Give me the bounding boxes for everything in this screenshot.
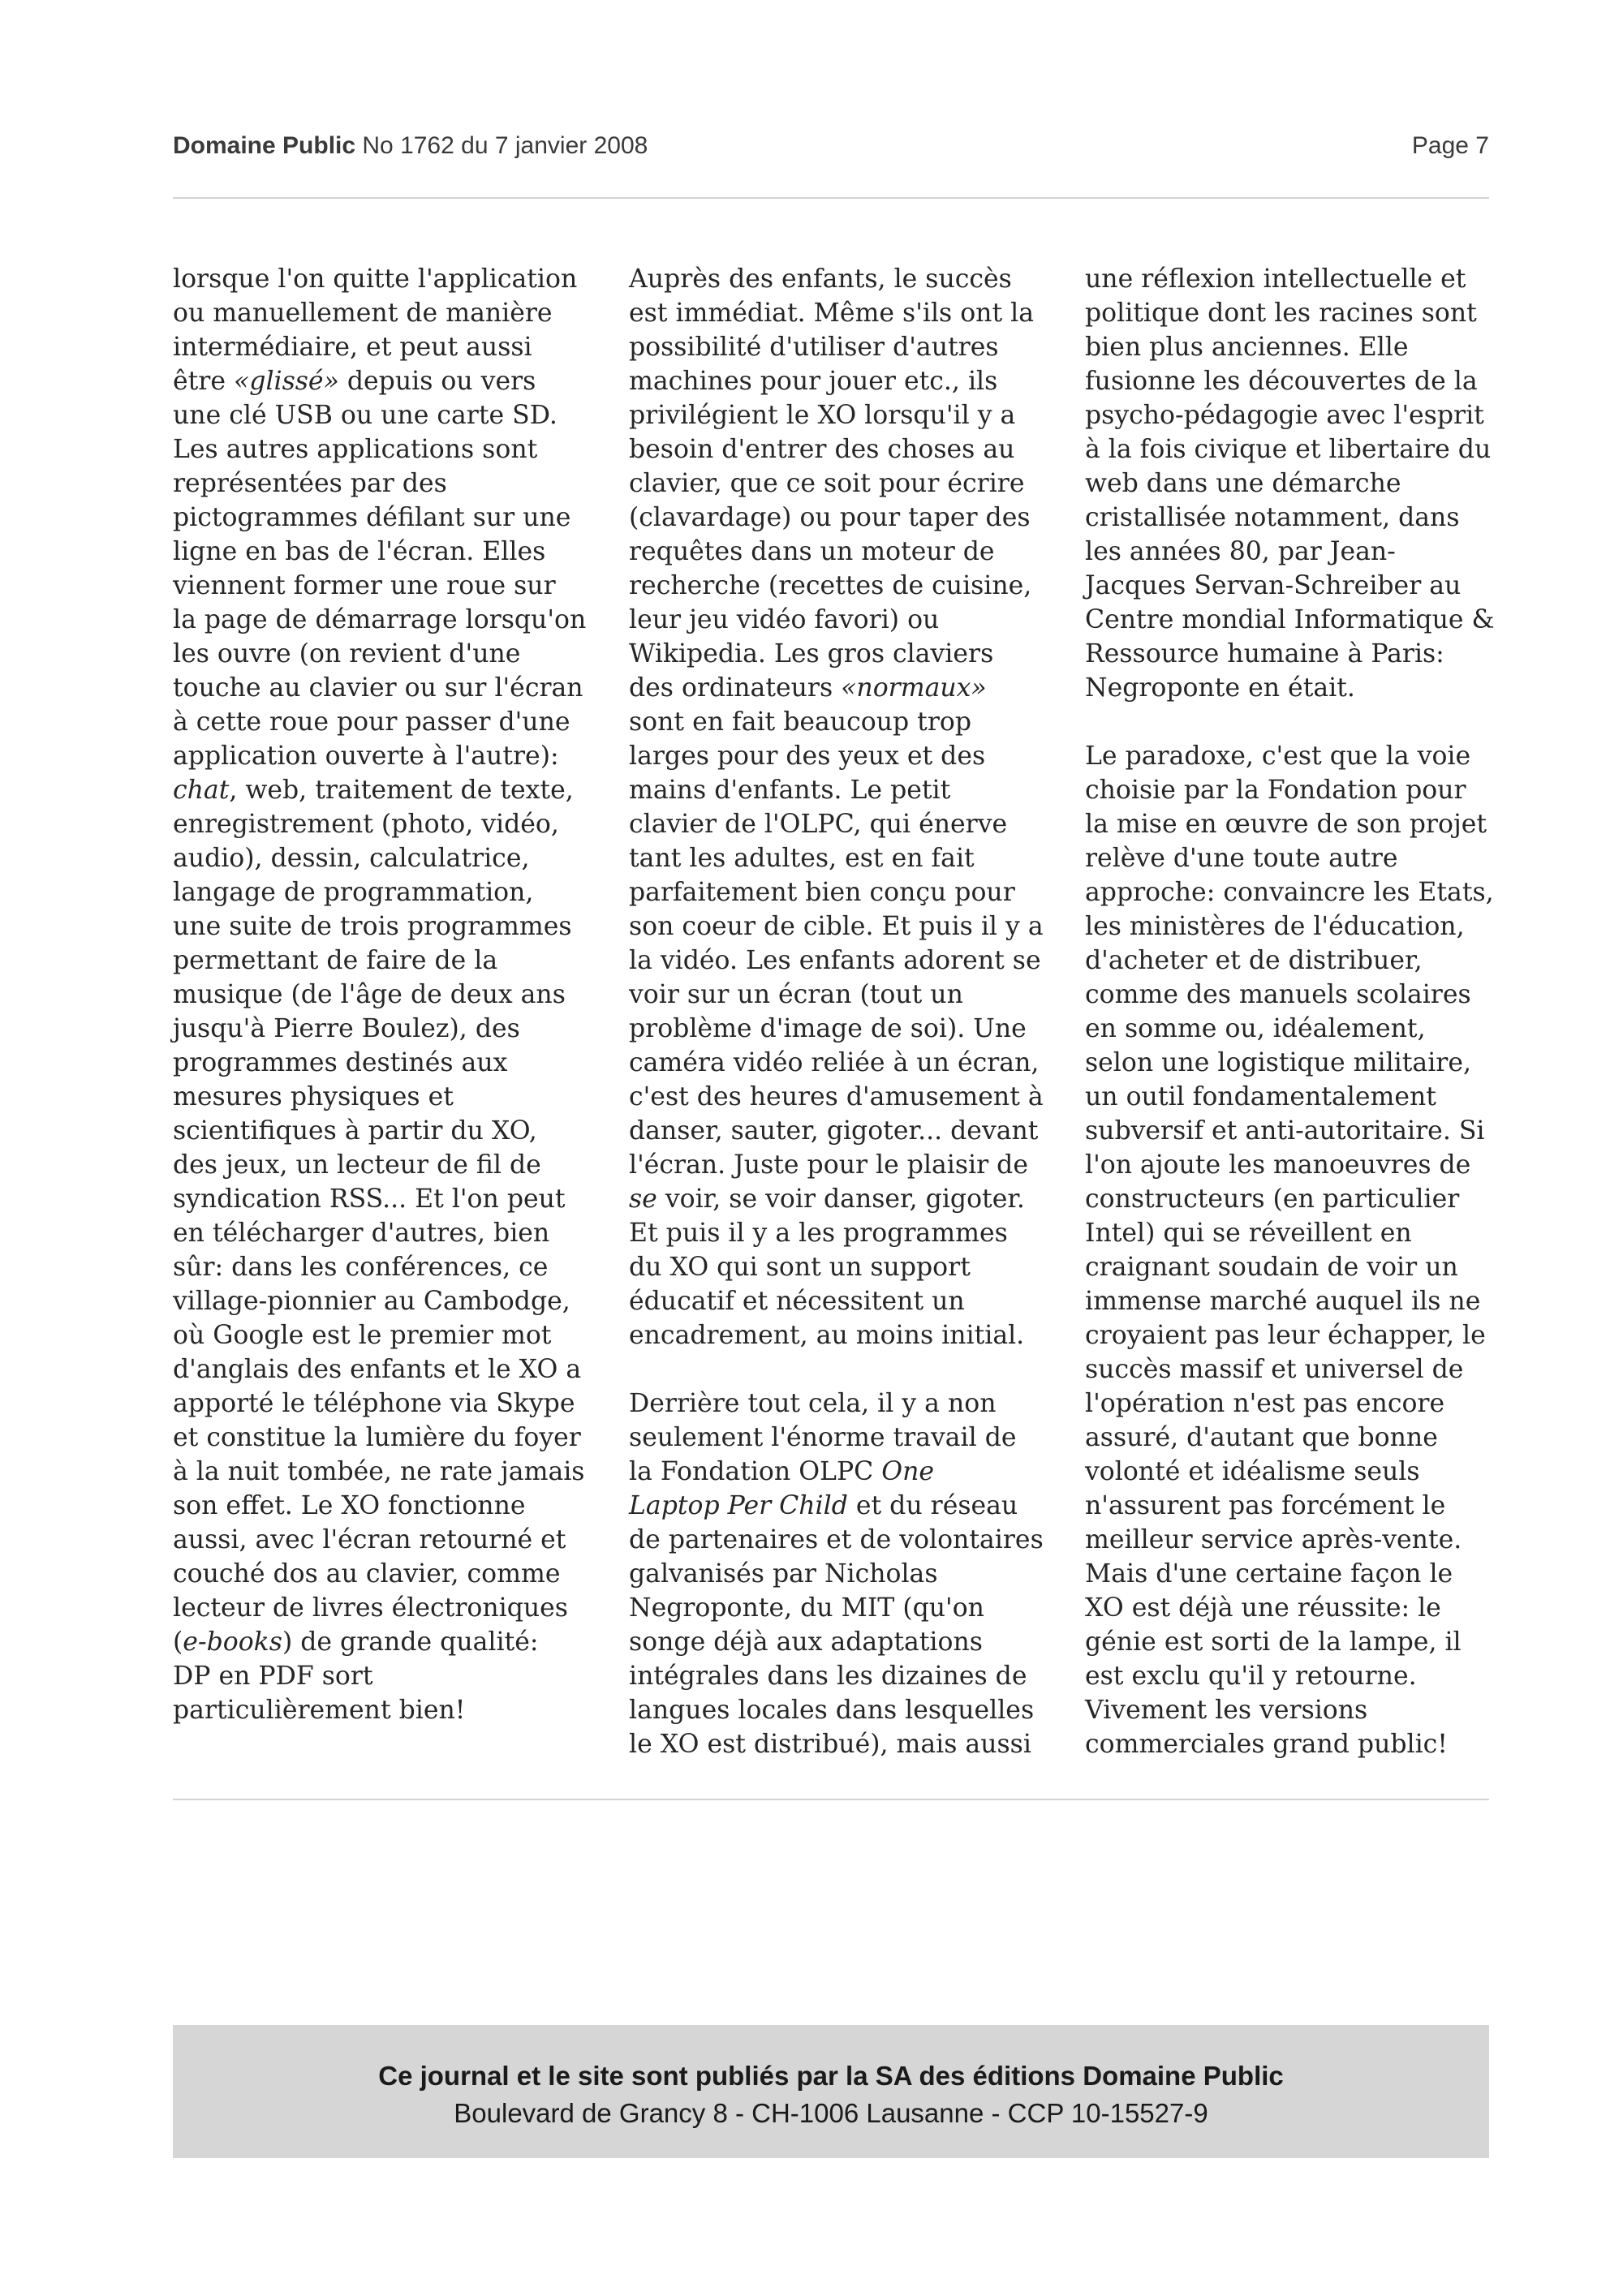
text-line	[629, 1625, 1067, 1659]
text-line	[1085, 1046, 1507, 1080]
text-line	[629, 1455, 1067, 1489]
text-segment: XO est déjà une réussite: le	[1085, 1593, 1441, 1623]
text-line	[173, 1284, 611, 1318]
text-segment: caméra vidéo reliée à un écran,	[629, 1048, 1040, 1077]
text-line	[629, 603, 1067, 637]
text-line	[629, 705, 1067, 739]
text-line	[173, 603, 611, 637]
text-line	[629, 467, 1067, 501]
text-line	[173, 671, 611, 705]
text-line	[1085, 1387, 1507, 1421]
text-line	[173, 1012, 611, 1046]
text-segment: génie est sorti de la lampe, il	[1085, 1627, 1462, 1657]
text-line	[629, 1421, 1067, 1455]
text-line	[173, 262, 611, 296]
text-line	[629, 535, 1067, 569]
text-segment: où Google est le premier mot	[173, 1321, 552, 1350]
text-segment: une suite de trois programmes	[173, 912, 572, 941]
text-line	[629, 1250, 1067, 1284]
text-line	[173, 535, 611, 569]
text-segment: croyaient pas leur échapper, le	[1085, 1321, 1486, 1350]
text-line	[629, 501, 1067, 535]
publisher-footer	[173, 2025, 1489, 2158]
text-segment: parfaitement bien conçu pour	[629, 878, 1015, 907]
text-line	[1085, 296, 1507, 330]
text-segment: des jeux, un lecteur de fil de	[173, 1150, 541, 1180]
text-line	[629, 1727, 1067, 1761]
text-segment: recherche (recettes de cuisine,	[629, 571, 1032, 600]
text-segment: en somme ou, idéalement,	[1085, 1014, 1426, 1043]
text-line	[1085, 1284, 1507, 1318]
text-line	[629, 1659, 1067, 1693]
text-line	[173, 841, 611, 875]
text-line	[629, 1523, 1067, 1557]
text-line	[173, 1250, 611, 1284]
text-segment: touche au clavier ou sur l'écran	[173, 673, 583, 703]
text-line	[629, 398, 1067, 432]
text-segment: ) de grande qualité:	[282, 1627, 539, 1657]
text-segment: particulièrement bien!	[173, 1696, 466, 1725]
text-line	[173, 467, 611, 501]
text-line	[1085, 739, 1507, 773]
text-segment: Wikipedia. Les gros claviers	[629, 639, 994, 669]
text-line	[1085, 1114, 1507, 1148]
text-line	[1085, 1591, 1507, 1625]
text-segment: jusqu'à Pierre Boulez), des	[173, 1014, 520, 1043]
text-segment: Ressource humaine à Paris:	[1085, 639, 1444, 669]
text-segment: psycho-pédagogie avec l'esprit	[1085, 401, 1484, 430]
text-segment: aussi, avec l'écran retourné et	[173, 1525, 566, 1554]
issue-info: No 1762 du 7 janvier 2008	[355, 132, 648, 159]
text-segment: être	[173, 367, 235, 396]
text-segment: programmes destinés aux	[173, 1048, 508, 1077]
text-segment: Intel) qui se réveillent en	[1085, 1219, 1412, 1248]
text-line	[629, 978, 1067, 1012]
text-segment: constructeurs (en particulier	[1085, 1185, 1460, 1214]
text-line	[173, 364, 611, 398]
text-segment: à la nuit tombée, ne rate jamais	[173, 1457, 585, 1486]
text-line	[1085, 944, 1507, 978]
text-segment: viennent former une roue sur	[173, 571, 556, 600]
text-line	[1085, 875, 1507, 909]
address-line: Boulevard de Grancy 8 - CH-1006 Lausanne - CCP 10-15527-9	[454, 2098, 1208, 2128]
text-segment: son effet. Le XO fonctionne	[173, 1491, 526, 1520]
text-line	[1085, 569, 1507, 603]
text-line	[629, 364, 1067, 398]
text-segment: leur jeu vidéo favori) ou	[629, 605, 940, 634]
text-segment: songe déjà aux adaptations	[629, 1627, 983, 1657]
text-segment: Negroponte en était.	[1085, 673, 1355, 703]
text-line	[629, 1148, 1067, 1182]
text-line	[1085, 467, 1507, 501]
text-segment: village-pionnier au Cambodge,	[173, 1287, 570, 1316]
text-segment: d'acheter et de distribuer,	[1085, 946, 1423, 975]
text-segment: (clavardage) ou pour taper des	[629, 503, 1031, 532]
text-segment: représentées par des	[173, 469, 447, 498]
text-segment: permettant de faire de la	[173, 946, 498, 975]
text-line	[1085, 671, 1507, 705]
text-segment: à cette roue pour passer d'une	[173, 707, 570, 737]
text-line	[629, 944, 1067, 978]
text-segment: privilégient le XO lorsqu'il y a	[629, 401, 1016, 430]
text-segment: Vivement les versions	[1085, 1696, 1368, 1725]
text-segment: problème d'image de soi). Une	[629, 1014, 1027, 1043]
text-segment: les années 80, par Jean-	[1085, 537, 1396, 566]
text-segment: galvanisés par Nicholas	[629, 1559, 938, 1589]
text-segment: voir sur un écran (tout un	[629, 980, 963, 1009]
text-segment: l'écran. Juste pour le plaisir de	[629, 1150, 1028, 1180]
text-segment: selon une logistique militaire,	[1085, 1048, 1471, 1077]
text-segment: audio), dessin, calculatrice,	[173, 844, 530, 873]
text-line	[629, 1387, 1067, 1421]
text-segment: à la fois civique et libertaire du	[1085, 435, 1492, 464]
text-segment: de partenaires et de volontaires	[629, 1525, 1044, 1554]
text-segment: relève d'une toute autre	[1085, 844, 1398, 873]
text-segment: mesures physiques et	[173, 1082, 454, 1111]
article-column-2	[629, 262, 1067, 1761]
text-segment: Et puis il y a les programmes	[629, 1219, 1008, 1248]
text-line	[629, 330, 1067, 364]
text-line	[173, 1216, 611, 1250]
text-line	[173, 1387, 611, 1421]
text-line	[629, 909, 1067, 944]
text-segment: Le paradoxe, c'est que la voie	[1085, 742, 1471, 771]
italic-text: se	[629, 1185, 657, 1214]
text-segment: enregistrement (photo, vidéo,	[173, 810, 559, 839]
text-segment: couché dos au clavier, comme	[173, 1559, 561, 1589]
text-line	[1085, 1352, 1507, 1387]
text-segment: est immédiat. Même s'ils ont la	[629, 299, 1034, 328]
text-segment: voir, se voir danser, gigoter.	[657, 1185, 1025, 1214]
text-line	[1085, 535, 1507, 569]
text-segment: en télécharger d'autres, bien	[173, 1219, 550, 1248]
text-line	[629, 773, 1067, 807]
text-line	[1085, 398, 1507, 432]
text-segment: clavier, que ce soit pour écrire	[629, 469, 1025, 498]
text-line	[1085, 262, 1507, 296]
italic-text: Laptop Per Child	[629, 1491, 848, 1520]
text-segment: scientifiques à partir du XO,	[173, 1116, 537, 1146]
text-line	[173, 1080, 611, 1114]
text-line	[629, 569, 1067, 603]
text-segment: sûr: dans les conférences, ce	[173, 1253, 549, 1282]
text-segment: fusionne les découvertes de la	[1085, 367, 1478, 396]
text-line	[1085, 1421, 1507, 1455]
text-segment: sont en fait beaucoup trop	[629, 707, 972, 737]
text-segment: besoin d'entrer des choses au	[629, 435, 1015, 464]
text-segment: meilleur service après-vente.	[1085, 1525, 1462, 1554]
text-segment: politique dont les racines sont	[1085, 299, 1477, 328]
text-line	[1085, 364, 1507, 398]
text-line	[629, 807, 1067, 841]
text-segment: des ordinateurs	[629, 673, 842, 703]
text-segment: éducatif et nécessitent un	[629, 1287, 965, 1316]
text-segment: Auprès des enfants, le succès	[629, 264, 1012, 294]
text-segment: son coeur de cible. Et puis il y a	[629, 912, 1044, 941]
text-line	[173, 398, 611, 432]
text-segment: langues locales dans lesquelles	[629, 1696, 1035, 1725]
text-segment: craignant soudain de voir un	[1085, 1253, 1458, 1282]
text-line	[173, 1523, 611, 1557]
text-line	[1085, 1659, 1507, 1693]
text-line	[1085, 432, 1507, 467]
text-line	[1085, 1182, 1507, 1216]
text-line	[629, 841, 1067, 875]
text-segment: depuis ou vers	[338, 367, 536, 396]
page-header	[173, 132, 1489, 168]
text-segment: Mais d'une certaine façon le	[1085, 1559, 1453, 1589]
text-line	[1085, 1318, 1507, 1352]
text-line	[629, 1114, 1067, 1148]
text-segment: et du réseau	[847, 1491, 1018, 1520]
text-segment: choisie par la Fondation pour	[1085, 776, 1466, 805]
text-line	[173, 1557, 611, 1591]
text-line	[173, 432, 611, 467]
header-divider	[173, 197, 1489, 199]
text-segment: un outil fondamentalement	[1085, 1082, 1436, 1111]
text-line	[173, 705, 611, 739]
text-segment: langage de programmation,	[173, 878, 534, 907]
text-segment: immense marché auquel ils ne	[1085, 1287, 1481, 1316]
text-line	[173, 978, 611, 1012]
page-number: Page 7	[1411, 132, 1489, 159]
publisher-line: Ce journal et le site sont publiés par la SA des éditions Domaine Public	[378, 2061, 1284, 2091]
italic-text: «normaux»	[841, 673, 987, 703]
text-line	[1085, 1523, 1507, 1557]
text-line	[1085, 841, 1507, 875]
text-line	[629, 1012, 1067, 1046]
text-segment: possibilité d'utiliser d'autres	[629, 333, 999, 362]
text-segment: du XO qui sont un support	[629, 1253, 971, 1282]
text-segment: l'opération n'est pas encore	[1085, 1389, 1445, 1418]
text-line	[629, 739, 1067, 773]
text-segment: pictogrammes défilant sur une	[173, 503, 571, 532]
text-line	[173, 1318, 611, 1352]
text-line	[173, 569, 611, 603]
italic-text: e-books	[183, 1627, 282, 1657]
text-segment: DP en PDF sort	[173, 1662, 373, 1691]
text-segment: les ouvre (on revient d'une	[173, 639, 521, 669]
text-line	[1085, 1250, 1507, 1284]
text-line	[629, 262, 1067, 296]
text-line	[1085, 1148, 1507, 1182]
text-segment: la Fondation OLPC	[629, 1457, 882, 1486]
text-segment: cristallisée notamment, dans	[1085, 503, 1460, 532]
text-segment: tant les adultes, est en fait	[629, 844, 975, 873]
text-segment: intermédiaire, et peut aussi	[173, 333, 532, 362]
text-segment: les ministères de l'éducation,	[1085, 912, 1465, 941]
text-segment: syndication RSS... Et l'on peut	[173, 1185, 566, 1214]
text-line	[173, 1693, 611, 1727]
text-segment: mains d'enfants. Le petit	[629, 776, 951, 805]
text-segment: musique (de l'âge de deux ans	[173, 980, 566, 1009]
text-segment: n'assurent pas forcément le	[1085, 1491, 1446, 1520]
text-segment: bien plus anciennes. Elle	[1085, 333, 1409, 362]
text-line	[629, 1216, 1067, 1250]
text-segment: clavier de l'OLPC, qui énerve	[629, 810, 1008, 839]
text-line	[629, 1318, 1067, 1352]
text-line	[173, 773, 611, 807]
paragraph-gap	[629, 1352, 1067, 1387]
text-segment: c'est des heures d'amusement à	[629, 1082, 1044, 1111]
text-segment: subversif et anti-autoritaire. Si	[1085, 1116, 1485, 1146]
text-line	[173, 1352, 611, 1387]
text-line	[173, 1421, 611, 1455]
text-segment: apporté le téléphone via Skype	[173, 1389, 575, 1418]
publication-name: Domaine Public	[173, 132, 356, 159]
text-line	[629, 1693, 1067, 1727]
text-line	[173, 1046, 611, 1080]
text-segment: la mise en œuvre de son projet	[1085, 810, 1487, 839]
text-line	[173, 1182, 611, 1216]
text-line	[1085, 909, 1507, 944]
text-segment: Negroponte, du MIT (qu'on	[629, 1593, 984, 1623]
text-segment: encadrement, au moins initial.	[629, 1321, 1025, 1350]
text-segment: la page de démarrage lorsqu'on	[173, 605, 587, 634]
text-line	[173, 739, 611, 773]
text-line	[1085, 1080, 1507, 1114]
text-segment: Jacques Servan-Schreiber au	[1085, 571, 1462, 600]
text-line	[1085, 773, 1507, 807]
text-line	[173, 501, 611, 535]
text-line	[173, 1489, 611, 1523]
text-line	[629, 432, 1067, 467]
text-segment: danser, sauter, gigoter... devant	[629, 1116, 1039, 1146]
text-segment: une réflexion intellectuelle et	[1085, 264, 1466, 294]
text-line	[1085, 330, 1507, 364]
text-segment: web dans une démarche	[1085, 469, 1401, 498]
paragraph-gap	[1085, 705, 1507, 739]
text-segment: d'anglais des enfants et le XO a	[173, 1355, 582, 1384]
text-segment: ligne en bas de l'écran. Elles	[173, 537, 546, 566]
text-line	[1085, 1557, 1507, 1591]
text-line	[173, 807, 611, 841]
text-segment: comme des manuels scolaires	[1085, 980, 1471, 1009]
text-line	[173, 1591, 611, 1625]
italic-text: «glissé»	[234, 367, 339, 396]
text-segment: intégrales dans les dizaines de	[629, 1662, 1027, 1691]
text-segment: assuré, d'autant que bonne	[1085, 1423, 1438, 1452]
text-line	[629, 1080, 1067, 1114]
article-column-3	[1085, 262, 1507, 1761]
text-line	[1085, 1727, 1507, 1761]
text-segment: volonté et idéalisme seuls	[1085, 1457, 1420, 1486]
text-segment: application ouverte à l'autre):	[173, 742, 559, 771]
text-segment: ou manuellement de manière	[173, 299, 553, 328]
text-segment: larges pour des yeux et des	[629, 742, 986, 771]
italic-text: One	[881, 1457, 935, 1486]
text-line	[629, 1557, 1067, 1591]
text-line	[173, 1148, 611, 1182]
text-segment: seulement l'énorme travail de	[629, 1423, 1017, 1452]
text-segment: lorsque l'on quitte l'application	[173, 264, 578, 294]
text-segment: requêtes dans un moteur de	[629, 537, 995, 566]
text-line	[1085, 1625, 1507, 1659]
text-line	[173, 944, 611, 978]
text-segment: Les autres applications sont	[173, 435, 538, 464]
text-segment: et constitue la lumière du foyer	[173, 1423, 581, 1452]
text-segment: approche: convaincre les Etats,	[1085, 878, 1494, 907]
text-line	[173, 1659, 611, 1693]
text-line	[629, 637, 1067, 671]
text-line	[629, 1489, 1067, 1523]
text-line	[1085, 603, 1507, 637]
text-line	[629, 875, 1067, 909]
text-segment: , web, traitement de texte,	[229, 776, 574, 805]
text-segment: la vidéo. Les enfants adorent se	[629, 946, 1041, 975]
text-segment: lecteur de livres électroniques	[173, 1593, 568, 1623]
text-line	[173, 296, 611, 330]
text-segment: est exclu qu'il y retourne.	[1085, 1662, 1417, 1691]
text-line	[1085, 1455, 1507, 1489]
header-title	[173, 132, 648, 160]
text-line	[1085, 501, 1507, 535]
text-line	[1085, 978, 1507, 1012]
text-line	[629, 1591, 1067, 1625]
text-segment: commerciales grand public!	[1085, 1730, 1448, 1759]
text-segment: succès massif et universel de	[1085, 1355, 1464, 1384]
text-segment: le XO est distribué), mais aussi	[629, 1730, 1031, 1759]
text-line	[1085, 1693, 1507, 1727]
text-segment: machines pour jouer etc., ils	[629, 367, 998, 396]
text-line	[173, 875, 611, 909]
text-line	[1085, 637, 1507, 671]
text-line	[173, 909, 611, 944]
text-line	[1085, 807, 1507, 841]
text-segment: Centre mondial Informatique &	[1085, 605, 1495, 634]
text-segment: Derrière tout cela, il y a non	[629, 1389, 997, 1418]
text-line	[173, 1114, 611, 1148]
text-line	[173, 1455, 611, 1489]
text-segment: l'on ajoute les manoeuvres de	[1085, 1150, 1471, 1180]
text-line	[1085, 1489, 1507, 1523]
text-line	[629, 1284, 1067, 1318]
text-line	[629, 1182, 1067, 1216]
text-segment: une clé USB ou une carte SD.	[173, 401, 558, 430]
text-line	[629, 1046, 1067, 1080]
article-column-1	[173, 262, 611, 1727]
text-line	[173, 637, 611, 671]
italic-text: chat	[173, 776, 230, 805]
text-line	[173, 330, 611, 364]
text-line	[629, 296, 1067, 330]
text-line	[1085, 1216, 1507, 1250]
text-line	[173, 1625, 611, 1659]
text-line	[1085, 1012, 1507, 1046]
text-segment: (	[173, 1627, 183, 1657]
text-line	[629, 671, 1067, 705]
footer-divider	[173, 1799, 1489, 1800]
